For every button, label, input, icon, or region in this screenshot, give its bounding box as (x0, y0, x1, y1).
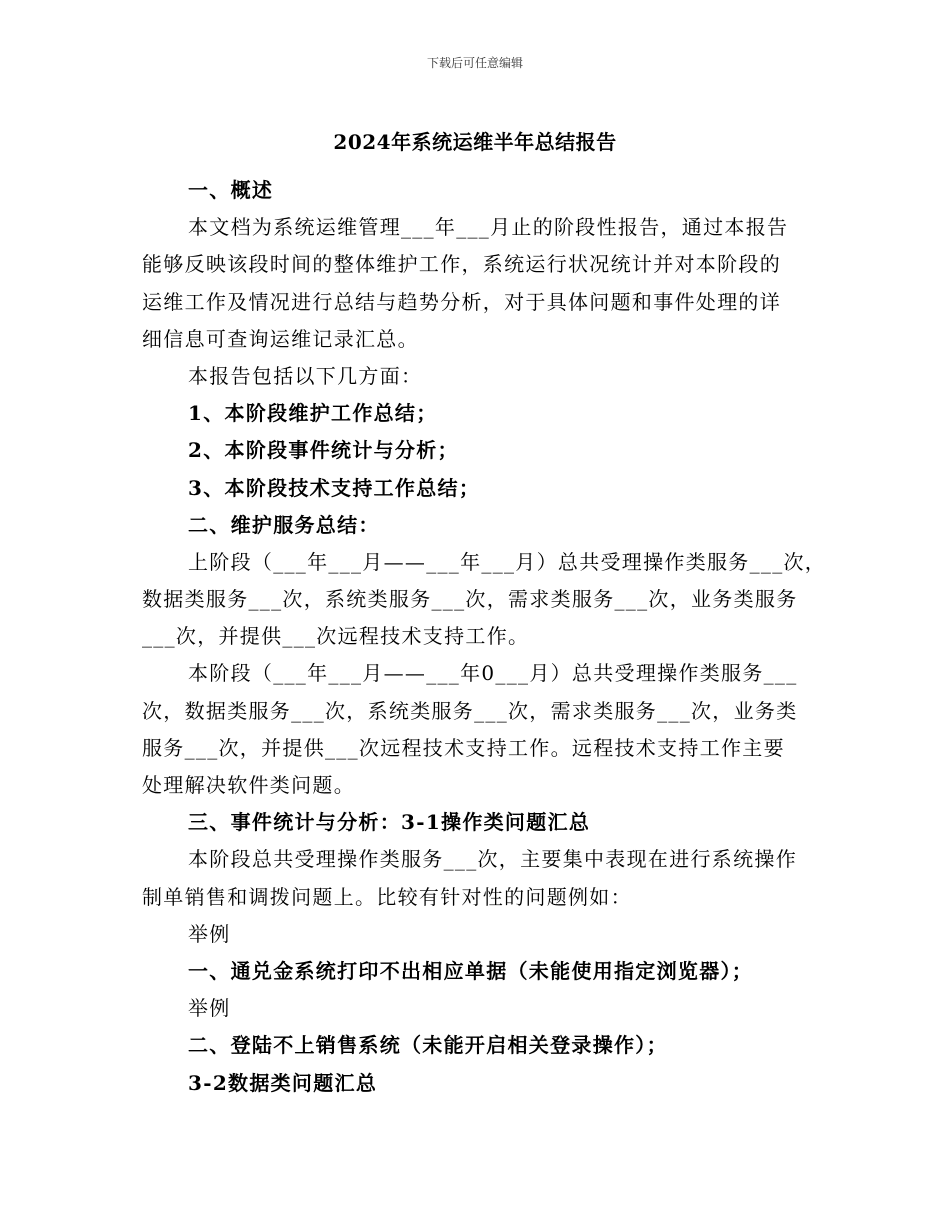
section-heading: 一、通兑金系统打印不出相应单据（未能使用指定浏览器）； (188, 958, 754, 983)
paragraph-line: 举例 (188, 996, 231, 1021)
section-heading: 3-2数据类问题汇总 (188, 1070, 378, 1095)
section-heading: 三、事件统计与分析：3-1操作类问题汇总 (188, 810, 591, 835)
section-heading: 一、概述 (188, 178, 274, 202)
paragraph-line: 本文档为系统运维管理___年___月止的阶段性报告，通过本报告 (188, 215, 789, 240)
section-heading: 3、本阶段技术支持工作总结； (188, 475, 481, 500)
paragraph-line: 处理解决软件类问题。 (142, 773, 355, 797)
section-heading: 1、本阶段维护工作总结； (188, 401, 438, 426)
paragraph-line: 能够反映该段时间的整体维护工作，系统运行状况统计并对本阶段的 (142, 252, 781, 277)
paragraph-line: 运维工作及情况进行总结与趋势分析，对于具体问题和事件处理的详 (142, 289, 781, 314)
paragraph-line: 服务___次，并提供___次远程技术支持工作。远程技术支持工作主要 (142, 735, 785, 760)
paragraph-line: 数据类服务___次，系统类服务___次，需求类服务___次，业务类服务 (142, 587, 798, 612)
paragraph-line: 细信息可查询运维记录汇总。 (142, 326, 419, 351)
paragraph-line: 制单销售和调拨问题上。比较有针对性的问题例如： (142, 884, 632, 909)
section-heading: 二、维护服务总结： (188, 512, 380, 537)
header-note: 下载后可任意编辑 (426, 56, 523, 70)
paragraph-line: 本报告包括以下几方面： (188, 363, 423, 388)
paragraph-line: 次，数据类服务___次，系统类服务___次，需求类服务___次，业务类 (142, 698, 798, 723)
section-heading: 2、本阶段事件统计与分析； (188, 438, 459, 463)
section-heading: 二、登陆不上销售系统（未能开启相关登录操作）； (188, 1033, 668, 1058)
paragraph-line: 举例 (188, 921, 231, 946)
paragraph-line: ___次，并提供___次远程技术支持工作。 (142, 624, 530, 649)
paragraph-line: 本阶段（___年___月——___年0___月）总共受理操作类服务___ (188, 661, 798, 686)
paragraph-line: 上阶段（___年___月——___年___月）总共受理操作类服务___次， (188, 549, 827, 574)
document-title: 2024年系统运维半年总结报告 (333, 130, 617, 154)
document-body (142, 172, 827, 1102)
paragraph-line: 本阶段总共受理操作类服务___次，主要集中表现在进行系统操作 (188, 847, 797, 872)
